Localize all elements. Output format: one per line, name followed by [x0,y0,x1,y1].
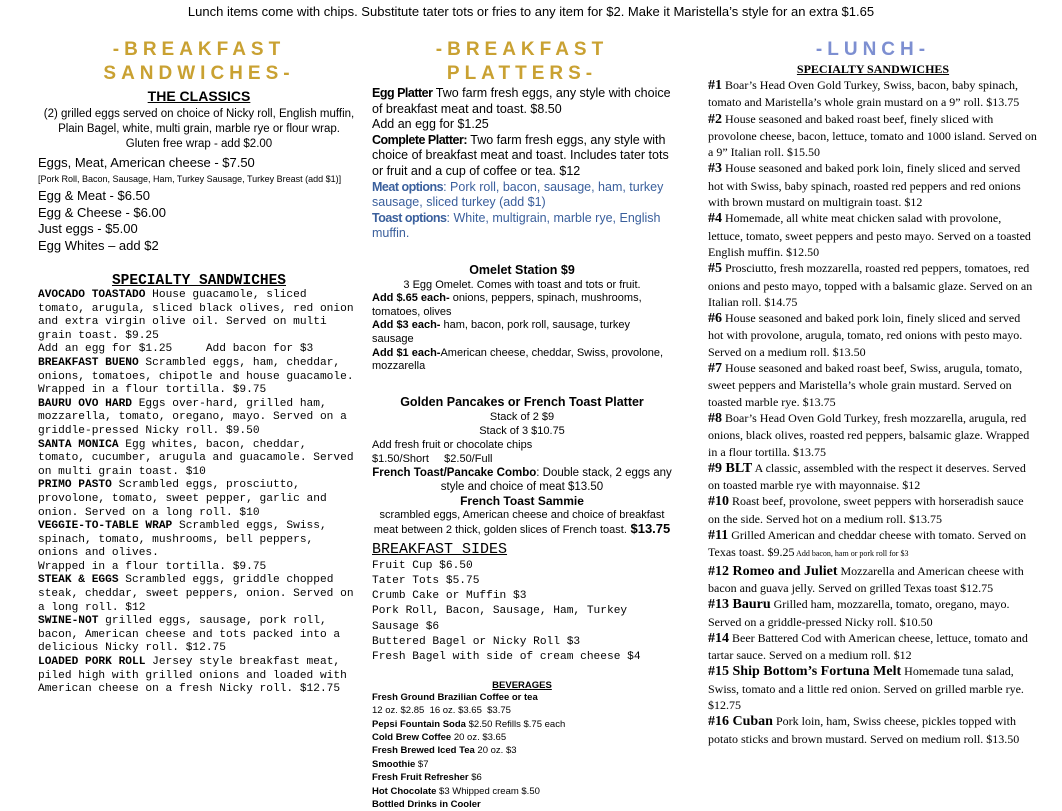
lunch-list [708,77,1038,747]
side-item: Pork Roll, Bacon, Sausage, Ham, Turkey Sausage $6 [372,605,628,633]
beverage-name: Pepsi Fountain Soda [372,718,466,730]
sammie-desc: scrambled eggs, American cheese and choice of breakfast meat between 2 thick, golden slices of French toast. [373,509,665,537]
item-number: #1 [708,78,722,93]
breakfast-platters-column [372,38,672,811]
add-egg: Add an egg for $1.25 [372,117,489,132]
menu-item: Egg Whites – add $2 [38,237,159,253]
beverage-item [372,758,672,771]
item-number: #15 [708,664,729,680]
lunch-item [708,493,1038,527]
egg-platter-name: Egg Platter [372,86,433,100]
beverage-desc: $3 Whipped cream $.50 [436,785,540,797]
toast-options [372,211,672,242]
pancake-stack: Stack of 3 $10.75 [479,425,565,438]
item-desc: Mozzarella and American cheese with bacon and guava jelly. Served on grilled Texas toast $12.75 [708,563,1024,595]
sandwich-name: VEGGIE-TO-TABLE WRAP [38,520,173,533]
lunch-item [708,663,1038,713]
item-desc: A classic, assembled with the respect it deserves. Served on toasted marble rye with mayonnaise. $12 [708,460,1026,493]
item-desc: Homemade tuna salad, Swiss, tomato and a little red onion. Served on grilled marble rye. $12.75 [708,664,1024,712]
item-desc: Boar’s Head Oven Gold Turkey, fresh mozzarella, arugula, red onions, black olives, roasted red peppers, balsamic glaze. Wrapped in a flour tortilla. $13.75 [708,410,1030,459]
item-desc: House seasoned and baked pork loin, finely sliced and served hot with Swiss, baby spinach, roasted red peppers and red onions with brown mustard on multigrain toast. $12 [708,161,1021,210]
combo-name: French Toast/Pancake Combo [372,467,537,480]
omelet-add [372,319,672,346]
sandwich-entry [38,520,360,561]
item-name: Bauru [729,597,771,613]
lunch-subheader: SPECIALTY SANDWICHES [796,62,950,76]
sandwich-desc: Jersey style breakfast meat, piled high with grilled onions and loaded with American cheese on a fresh Nicky roll. $12.75 [38,656,347,696]
omelet-adds [372,292,672,374]
item-desc: Boar’s Head Oven Gold Turkey, Swiss, bacon, baby spinach, tomato and Maristella’s whole grain mustard on a 9” roll. $13.75 [708,78,1020,110]
beverages-title: BEVERAGES [492,679,552,691]
sandwich-entry [38,357,360,398]
beverage-desc: $2.50 Refills $.75 each [465,718,566,730]
lunch-item [708,77,1038,111]
egg-platter-desc: Two farm fresh eggs, any style with choice of breakfast meat and toast. $8.50 [372,86,671,116]
item-desc: House seasoned and baked roast beef, finely sliced with provolone cheese, bacon, lettuce, tomato and 1000 island. Served on a 9” Italian roll. $15.50 [708,111,1037,160]
pancake-stack: Stack of 2 $9 [489,411,555,424]
classics-description: (2) grilled eggs served on choice of Nicky roll, English muffin, Plain Bagel, white, multi grain, marble rye or flour wrap. [43,108,355,135]
sandwich-desc: Scrambled eggs, Swiss, spinach, tomato, mushrooms, bell peppers, onions and olives. [38,520,327,560]
sandwich-extra: Wrapped in a flour tortilla. $9.75 [38,560,267,573]
sandwich-entry [38,479,360,520]
omelet-add-text: onions, peppers, spinach, mushrooms, tomatoes, olives [372,291,642,318]
beverage-item [372,744,672,757]
item-note: Add bacon, ham or pork roll for $3 [794,549,909,559]
classics-title: THE CLASSICS [147,88,251,104]
sandwich-name: SANTA MONICA [38,438,119,451]
item-number: #2 [708,111,722,127]
omelet-add-text: ham, bacon, pork roll, sausage, turkey sausage [372,319,631,346]
sandwich-name: BREAKFAST BUENO [38,356,139,369]
combo-desc: : Double stack, 2 eggs any style and choice of meat $13.50 [440,467,672,494]
gluten-free-note: Gluten free wrap - add $2.00 [125,138,273,150]
sandwich-desc: grilled eggs, sausage, pork roll, bacon, American cheese and tots packed into a delicious Nicky roll. $12.75 [38,615,341,655]
sandwich-entry [38,398,360,439]
lunch-item [708,160,1038,210]
menu-item: Egg & Cheese - $6.00 [38,204,166,220]
item-number: #10 [708,494,729,510]
sandwich-entry [38,615,360,656]
pancake-add-price: $1.50/Short $2.50/Full [372,453,493,466]
omelet-add-label: Add $3 each- [372,319,441,332]
menu-item: Eggs, Meat, American cheese - $7.50 [38,155,255,170]
item-number: #9 [708,460,722,476]
sandwich-desc: Scrambled eggs, prosciutto, provolone, tomato, sweet pepper, garlic and onion. Served on a long roll. $10 [38,479,327,519]
sides-title: BREAKFAST SIDES [372,541,508,559]
section-header: -BREAKFAST [112,39,286,60]
lunch-item [708,210,1038,260]
item-desc: Grilled ham, mozzarella, tomato, oregano, mayo. Served on a griddle-pressed Nicky roll. $10.50 [708,597,1010,629]
beverage-item [372,718,672,731]
item-number: #6 [708,311,722,327]
beverage-desc: $7 [415,758,429,770]
item-desc: Prosciutto, fresh mozzarella, roasted red peppers, tomatoes, red onions and pesto mayo, topped with a balsamic glaze. Served on an Italian roll. $14.75 [708,261,1033,309]
menu-item: Egg & Meat - $6.50 [38,188,151,203]
lunch-item [708,310,1038,360]
section-header: -BREAKFAST [435,39,609,60]
item-name: BLT [722,460,753,476]
lunch-item [708,460,1038,494]
item-number: #11 [708,528,729,544]
item-name: Romeo and Juliet [729,563,838,579]
item-desc: Roast beef, provolone, sweet peppers with horseradish sauce on the side. Served hot on a medium roll. $13.75 [708,494,1024,526]
lunch-item [708,713,1038,747]
beverage-name: Hot Chocolate [372,785,437,797]
sandwich-name: BAURU OVO HARD [38,397,132,410]
section-header: PLATTERS- [446,63,598,84]
lunch-item [708,360,1038,410]
combo [372,466,672,494]
item-number: #7 [708,361,722,377]
item-number: #8 [708,410,722,426]
beverage-desc: $6 [468,772,482,784]
beverage-desc: 20 oz. $3 [474,745,517,757]
item-name: Cuban [729,714,773,730]
item-number: #16 [708,714,729,730]
lunch-item [708,563,1038,597]
sandwich-name: LOADED PORK ROLL [38,656,146,669]
beverage-item: Fresh Ground Brazilian Coffee or tea [372,691,538,703]
item-name: Ship Bottom’s Fortuna Melt [729,664,902,680]
side-item: Fresh Bagel with side of cream cheese $4 [372,650,641,663]
sammie [372,508,672,537]
omelet-title: Omelet Station $9 [469,262,575,277]
beverage-item [372,731,672,744]
sammie-price: $13.75 [626,521,671,537]
omelet-add-text: American cheese, cheddar, Swiss, provolone, mozzarella [372,346,664,373]
sandwich-name: AVOCADO TOASTADO [38,289,146,301]
side-item: Buttered Bagel or Nicky Roll $3 [372,635,581,648]
side-item: Tater Tots $5.75 [372,575,480,588]
beverage-name: Cold Brew Coffee [372,732,452,744]
sandwich-name: PRIMO PASTO [38,479,112,492]
meat-options-label: Meat options [372,179,444,194]
item-desc: Homemade, all white meat chicken salad with provolone, lettuce, tomato, sweet peppers and pesto mayo. Served on a toasted English muffin. $12.50 [708,211,1031,259]
toast-options-text: : White, multigrain, marble rye, English muffin. [372,210,661,241]
section-header: SANDWICHES- [103,63,295,84]
item-number: #4 [708,211,722,227]
item-number: #14 [708,630,729,646]
pancake-title: Golden Pancakes or French Toast Platter [400,395,644,410]
omelet-add-label: Add $.65 each- [372,291,450,304]
item-number: #3 [708,161,722,177]
omelet-add [372,347,672,374]
sandwich-entry [38,574,360,615]
sandwich-name: SWINE-NOT [38,615,99,628]
item-desc: House seasoned and baked pork loin, finely sliced and served hot with provolone, arugula, tomato, red onions with pesto mayo. Served on a medium roll. $13.50 [708,311,1023,359]
lunch-item [708,527,1038,563]
omelet-add [372,292,672,319]
lunch-item [708,630,1038,664]
top-note: Lunch items come with chips. Substitute tater tots or fries to any item for $2. Make it Maristella’s style for an extra $1.65 [187,4,875,19]
item-desc: Grilled American and cheddar cheese with tomato. Served on Texas toast. $9.25 [708,528,1027,560]
sandwich-entry [38,439,360,480]
item-desc: Beer Battered Cod with American cheese, lettuce, tomato and tartar sauce. Served on a medium roll. $12 [708,630,1028,663]
complete-platter [372,133,672,180]
complete-platter-name: Complete Platter: [372,132,467,147]
sandwich-entry [38,289,360,343]
side-item: Fruit Cup $6.50 [372,560,473,573]
beverage-desc: 20 oz. $3.65 [451,732,507,744]
item-desc: House seasoned and baked roast beef, Swiss, arugula, tomato, sweet peppers and Maristella’s whole grain mustard. Served on toasted marble rye. $13.75 [708,361,1023,409]
item-number: #12 [708,563,729,579]
sandwich-desc: House guacamole, sliced tomato, arugula, sliced black olives, red onion and extra virgin olive oil. Served on multi grain toast. $9.25 [38,289,354,342]
sandwich-name: STEAK & EGGS [38,574,119,587]
section-header: -LUNCH- [815,39,931,60]
pancake-add: Add fresh fruit or chocolate chips [372,439,533,452]
beverage-item [372,771,672,784]
lunch-column [708,38,1038,747]
beverage-sizes: 12 oz. $2.85 16 oz. $3.65 $3.75 [372,705,511,717]
beverage-name: Smoothie [372,758,416,770]
omelet-add-label: Add $1 each- [372,346,441,359]
sammie-title: French Toast Sammie [460,494,584,509]
complete-platter-desc: Two farm fresh eggs, any style with choice of breakfast meat and toast. Includes tater tots or fruit and a cup of coffee or tea. $12 [372,132,669,178]
sandwich-desc: Scrambled eggs, ham, cheddar, onions, tomatoes, chipotle and house guacamole. Wrapped in a flour tortilla. $9.75 [38,356,354,397]
beverage-item: Bottled Drinks in Cooler [372,799,481,811]
sandwich-desc: Eggs over-hard, grilled ham, mozzarella, tomato, oregano, mayo. Served on a griddle-pressed Nicky roll. $9.50 [38,397,347,437]
specialty-title: SPECIALTY SANDWICHES [111,273,287,289]
lunch-item [708,596,1038,630]
side-item: Crumb Cake or Muffin $3 [372,590,527,603]
sandwich-desc: Egg whites, bacon, cheddar, tomato, cucumber, arugula and guacamole. Served on multi grain toast. $10 [38,438,354,478]
sandwich-desc: Scrambled eggs, griddle chopped steak, cheddar, sweet peppers, onion. Served on a long roll. $12 [38,574,354,614]
sides-list [372,559,672,665]
beverages-list [372,691,672,811]
toast-options-label: Toast options [372,210,447,225]
menu-item: Just eggs - $5.00 [38,221,138,236]
egg-platter [372,86,672,117]
item-desc: Pork loin, ham, Swiss cheese, pickles topped with potato sticks and brown mustard. Served on medium roll. $13.50 [708,714,1020,746]
sandwich-entry [38,656,360,697]
breakfast-sandwiches-column [38,38,360,697]
omelet-desc: 3 Egg Omelet. Comes with toast and tots or fruit. [403,278,641,291]
item-number: #13 [708,597,729,613]
lunch-item [708,260,1038,310]
meat-options: [Pork Roll, Bacon, Sausage, Ham, Turkey Sausage, Turkey Breast (add $1)] [38,174,342,184]
lunch-item [708,410,1038,460]
beverage-name: Fresh Fruit Refresher [372,772,469,784]
sandwich-extra: Add an egg for $1.25 Add bacon for $3 [38,343,314,356]
item-number: #5 [708,261,722,277]
meat-options-text: : Pork roll, bacon, sausage, ham, turkey sausage, sliced turkey (add $1) [372,179,664,210]
specialty-list [38,289,360,697]
meat-options [372,180,672,211]
lunch-item [708,111,1038,161]
beverage-name: Fresh Brewed Iced Tea [372,745,475,757]
platters-block [372,86,672,242]
beverage-item [372,785,672,798]
